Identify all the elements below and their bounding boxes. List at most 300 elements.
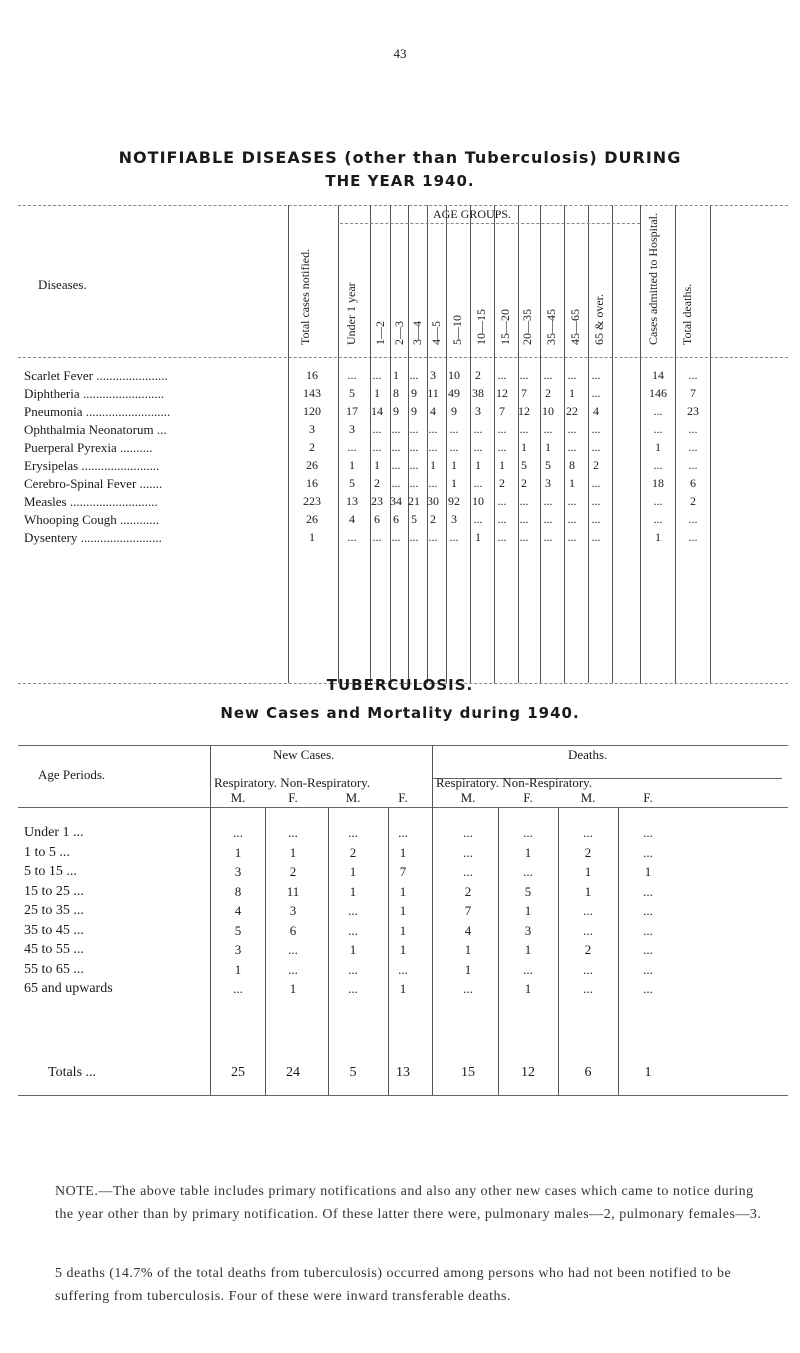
tb-cell: ... bbox=[348, 981, 358, 996]
column-rule bbox=[640, 205, 641, 683]
hospital-cell: ... bbox=[653, 458, 663, 472]
age-group-cell: ... bbox=[497, 530, 507, 544]
disease-name: Measles ........................... bbox=[24, 494, 158, 509]
hospital-cell: 146 bbox=[649, 386, 667, 400]
age-group-cell: ... bbox=[347, 530, 357, 544]
tb-cell: ... bbox=[583, 903, 593, 918]
age-period-label: 65 and upwards bbox=[24, 981, 113, 996]
age-group-cell: ... bbox=[449, 530, 459, 544]
age-group-cell: 1 bbox=[451, 458, 457, 472]
tb-cell: 1 bbox=[399, 883, 407, 899]
tb-cell: 7 bbox=[399, 864, 407, 879]
age-group-cell: 4 bbox=[430, 404, 436, 418]
sex-subheader: M. bbox=[580, 790, 596, 805]
age-group-cell: 12 bbox=[518, 404, 530, 418]
tb-cell: ... bbox=[643, 922, 653, 938]
age-group-cell: ... bbox=[372, 422, 382, 436]
hospital-cell: 1 bbox=[655, 530, 661, 544]
tb-cell: 1 bbox=[524, 903, 532, 918]
rule bbox=[18, 807, 788, 808]
age-group-cell: ... bbox=[567, 368, 577, 382]
tb-cell: 1 bbox=[584, 883, 592, 899]
age-group-cell: ... bbox=[372, 440, 382, 454]
tb-cell: 1 bbox=[399, 942, 407, 957]
tb-cell: ... bbox=[583, 825, 593, 840]
page-subtitle: THE YEAR 1940. bbox=[325, 172, 475, 190]
tb-cell: 1 bbox=[399, 903, 407, 918]
age-group-cell: 9 bbox=[451, 404, 457, 418]
deaths-cell: 7 bbox=[690, 386, 696, 400]
age-group-cell: 3 bbox=[451, 512, 457, 526]
disease-name: Cerebro-Spinal Fever ....... bbox=[24, 476, 163, 491]
age-group-cell: 92 bbox=[448, 494, 460, 508]
tb-cell: ... bbox=[463, 844, 473, 860]
age-group-cell: 5 bbox=[521, 458, 527, 472]
age-column-header: 3—4 bbox=[410, 321, 424, 345]
age-group-cell: 13 bbox=[346, 494, 358, 508]
age-group-cell: 7 bbox=[499, 404, 505, 418]
total-cell: 15 bbox=[461, 1065, 475, 1080]
age-group-cell: ... bbox=[372, 368, 382, 382]
tb-cell: ... bbox=[643, 844, 653, 860]
age-column-header: Under 1 year bbox=[344, 282, 358, 345]
tb-cell: ... bbox=[583, 922, 593, 938]
deaths-note-paragraph: 5 deaths (14.7% of the total deaths from tuberculosis) occurred among persons who had not been notified to be suffering from tuberculosis. Four of these were inward transferable deaths. bbox=[55, 1266, 732, 1304]
tb-cell: 2 bbox=[349, 844, 357, 860]
age-group-cell: 5 bbox=[349, 476, 355, 490]
rule bbox=[340, 223, 640, 224]
tb-cell: 5 bbox=[524, 883, 532, 899]
age-group-cell: ... bbox=[591, 494, 601, 508]
tb-cell: 1 bbox=[584, 864, 592, 879]
tb-cell: ... bbox=[523, 864, 533, 879]
age-group-cell: ... bbox=[497, 440, 507, 454]
age-group-cell: 8 bbox=[569, 458, 575, 472]
column-rule bbox=[558, 807, 559, 1095]
tb-cell: ... bbox=[463, 981, 473, 996]
column-rule bbox=[498, 807, 499, 1095]
age-column-header: 5—10 bbox=[450, 315, 464, 345]
age-periods-header: Age Periods. bbox=[38, 767, 106, 782]
age-group-cell: 10 bbox=[448, 368, 460, 382]
age-group-cell: 6 bbox=[393, 512, 399, 526]
age-group-cell: 2 bbox=[430, 512, 436, 526]
age-period-label: 1 to 5 ... bbox=[24, 844, 70, 860]
sex-subheader: F. bbox=[523, 790, 533, 805]
age-group-cell: ... bbox=[519, 368, 529, 382]
deaths-cell: ... bbox=[688, 530, 698, 544]
age-period-label: 5 to 15 ... bbox=[24, 864, 77, 879]
tb-cell: 1 bbox=[524, 942, 532, 957]
tb-cell: ... bbox=[233, 825, 243, 840]
age-group-cell: 12 bbox=[496, 386, 508, 400]
tb-cell: 2 bbox=[464, 883, 472, 899]
age-group-cell: ... bbox=[519, 530, 529, 544]
tb-cell: ... bbox=[643, 903, 653, 918]
age-group-cell: 1 bbox=[393, 368, 399, 382]
age-group-cell: ... bbox=[497, 368, 507, 382]
tb-cell: 11 bbox=[286, 883, 300, 899]
age-group-cell: ... bbox=[409, 368, 419, 382]
age-group-cell: ... bbox=[543, 512, 553, 526]
sex-subheader: F. bbox=[398, 790, 408, 805]
age-group-cell: ... bbox=[391, 530, 401, 544]
tb-cell: ... bbox=[583, 981, 593, 996]
column-rule bbox=[210, 745, 211, 1095]
deaths-cell: ... bbox=[688, 422, 698, 436]
tb-cell: ... bbox=[398, 825, 408, 840]
total-cases-cell: 1 bbox=[309, 530, 315, 544]
deaths-cell: ... bbox=[688, 512, 698, 526]
tb-cell: 3 bbox=[234, 942, 242, 957]
disease-name: Diphtheria ......................... bbox=[24, 386, 165, 401]
tb-cell: 1 bbox=[289, 844, 297, 860]
age-group-cell: 1 bbox=[545, 440, 551, 454]
age-group-cell: 1 bbox=[475, 458, 481, 472]
age-group-cell: 1 bbox=[349, 458, 355, 472]
tb-cell: ... bbox=[643, 825, 653, 840]
age-group-cell: 2 bbox=[374, 476, 380, 490]
age-group-cell: ... bbox=[391, 440, 401, 454]
tb-cell: 2 bbox=[584, 844, 592, 860]
age-column-header: 35—45 bbox=[544, 309, 558, 345]
age-group-cell: 1 bbox=[374, 458, 380, 472]
age-group-cell: 1 bbox=[451, 476, 457, 490]
age-group-cell: 4 bbox=[349, 512, 355, 526]
age-group-cell: ... bbox=[347, 440, 357, 454]
age-group-cell: 4 bbox=[593, 404, 599, 418]
total-cases-cell: 16 bbox=[306, 476, 318, 490]
age-group-cell: ... bbox=[409, 476, 419, 490]
age-column-header: 1—2 bbox=[373, 321, 387, 345]
age-group-cell: 6 bbox=[374, 512, 380, 526]
hospital-header: Cases admitted to Hospital. bbox=[646, 213, 660, 345]
disease-name: Pneumonia .......................... bbox=[24, 404, 171, 419]
hospital-cell: 14 bbox=[652, 368, 664, 382]
tb-cell: ... bbox=[288, 942, 298, 957]
age-group-cell: ... bbox=[519, 512, 529, 526]
deaths-header: Total deaths. bbox=[680, 283, 694, 345]
age-group-cell: ... bbox=[473, 422, 483, 436]
total-cases-cell: 120 bbox=[303, 404, 321, 418]
age-group-cell: ... bbox=[591, 422, 601, 436]
tb-cell: ... bbox=[398, 961, 408, 977]
age-column-header: 45—65 bbox=[568, 309, 582, 345]
age-group-cell: ... bbox=[591, 512, 601, 526]
tb-cell: ... bbox=[288, 961, 298, 977]
tuberculosis-table bbox=[18, 745, 788, 1135]
tb-cell: ... bbox=[643, 981, 653, 996]
total-cases-cell: 26 bbox=[306, 458, 318, 472]
total-cell: 6 bbox=[584, 1065, 592, 1080]
tb-cell: 1 bbox=[349, 942, 357, 957]
rule bbox=[18, 1095, 788, 1096]
total-cell: 13 bbox=[396, 1065, 410, 1080]
age-group-cell: ... bbox=[497, 512, 507, 526]
age-group-cell: ... bbox=[347, 368, 357, 382]
column-rule bbox=[288, 205, 289, 683]
disease-name: Erysipelas ........................ bbox=[24, 458, 160, 473]
age-group-cell: ... bbox=[391, 422, 401, 436]
age-group-cell: 9 bbox=[411, 404, 417, 418]
disease-name: Whooping Cough ............ bbox=[24, 512, 160, 527]
sex-subheader: F. bbox=[288, 790, 298, 805]
age-group-cell: 2 bbox=[499, 476, 505, 490]
age-group-cell: 1 bbox=[569, 476, 575, 490]
page-title: NOTIFIABLE DISEASES (other than Tuberculosis) DURING bbox=[118, 148, 682, 167]
rule bbox=[18, 357, 788, 358]
column-rule bbox=[265, 807, 266, 1095]
deaths-cell: 6 bbox=[690, 476, 696, 490]
age-column-header: 2—3 bbox=[392, 321, 406, 345]
note-paragraph: NOTE.—The above table includes primary notifications and also any other new cases which came to notice during the year other than by primary notification. Of these latter there were, pulmonary males—2, pulmonary females—3. bbox=[55, 1184, 762, 1222]
age-group-cell: 9 bbox=[411, 386, 417, 400]
age-group-cell: 34 bbox=[390, 494, 402, 508]
age-groups-header: AGE GROUPS. bbox=[433, 207, 512, 221]
age-group-cell: ... bbox=[497, 422, 507, 436]
age-group-cell: 21 bbox=[408, 494, 420, 508]
age-group-cell: 49 bbox=[448, 386, 460, 400]
tb-cell: 6 bbox=[289, 922, 297, 938]
column-rule bbox=[432, 745, 433, 1095]
tb-cell: ... bbox=[348, 825, 358, 840]
age-group-cell: 14 bbox=[371, 404, 383, 418]
total-cell: 24 bbox=[286, 1065, 300, 1080]
age-group-cell: ... bbox=[372, 530, 382, 544]
age-group-cell: ... bbox=[591, 440, 601, 454]
age-group-cell: 2 bbox=[475, 368, 481, 382]
age-group-cell: 38 bbox=[472, 386, 484, 400]
age-group-cell: 11 bbox=[427, 386, 439, 400]
total-cases-cell: 16 bbox=[306, 368, 318, 382]
age-group-cell: 2 bbox=[521, 476, 527, 490]
age-group-cell: ... bbox=[591, 476, 601, 490]
tb-cell: 4 bbox=[234, 903, 242, 918]
age-column-header: 10—15 bbox=[474, 309, 488, 345]
disease-name: Puerperal Pyrexia .......... bbox=[24, 440, 153, 455]
totals-label: Totals ... bbox=[48, 1065, 97, 1080]
age-period-label: Under 1 ... bbox=[24, 825, 84, 840]
total-cell: 25 bbox=[231, 1065, 245, 1080]
resp-header: Respiratory. Non-Respiratory. bbox=[436, 775, 593, 790]
tb-cell: ... bbox=[288, 825, 298, 840]
hospital-cell: ... bbox=[653, 404, 663, 418]
age-group-cell: ... bbox=[409, 422, 419, 436]
age-group-cell: ... bbox=[543, 422, 553, 436]
age-group-cell: ... bbox=[473, 476, 483, 490]
age-column-header: 4—5 bbox=[429, 321, 443, 345]
total-cases-cell: 3 bbox=[309, 422, 315, 436]
disease-name: Dysentery ......................... bbox=[24, 530, 162, 545]
age-group-cell: 23 bbox=[371, 494, 383, 508]
age-group-cell: 10 bbox=[542, 404, 554, 418]
age-group-cell: 2 bbox=[545, 386, 551, 400]
tb-cell: ... bbox=[583, 961, 593, 977]
age-group-cell: ... bbox=[567, 494, 577, 508]
age-group-cell: 3 bbox=[349, 422, 355, 436]
total-cell: 12 bbox=[521, 1065, 535, 1080]
page-number: 43 bbox=[393, 46, 407, 61]
age-group-cell: 1 bbox=[475, 530, 481, 544]
total-cases-cell: 143 bbox=[303, 386, 321, 400]
age-group-cell: ... bbox=[543, 368, 553, 382]
age-group-cell: ... bbox=[428, 476, 438, 490]
hospital-cell: ... bbox=[653, 422, 663, 436]
tb-cell: 5 bbox=[234, 922, 242, 938]
age-column-header: 20—35 bbox=[520, 309, 534, 345]
deaths-cell: ... bbox=[688, 368, 698, 382]
tb-cell: 3 bbox=[234, 864, 242, 879]
deaths-cell: 2 bbox=[690, 494, 696, 508]
tb-cell: 1 bbox=[349, 883, 357, 899]
deaths-cell: ... bbox=[688, 440, 698, 454]
deaths-cell: 23 bbox=[687, 404, 699, 418]
deaths-cell: ... bbox=[688, 458, 698, 472]
age-group-cell: ... bbox=[473, 512, 483, 526]
tb-cell: 1 bbox=[524, 844, 532, 860]
age-group-cell: ... bbox=[449, 440, 459, 454]
tb-cell: 2 bbox=[289, 864, 297, 879]
sex-subheader: F. bbox=[643, 790, 653, 805]
age-group-cell: 1 bbox=[521, 440, 527, 454]
tb-cell: 1 bbox=[399, 922, 407, 938]
tb-cell: ... bbox=[348, 922, 358, 938]
age-group-cell: 30 bbox=[427, 494, 439, 508]
age-group-cell: ... bbox=[391, 476, 401, 490]
age-group-cell: ... bbox=[567, 530, 577, 544]
age-group-cell: 17 bbox=[346, 404, 358, 418]
tb-cell: 3 bbox=[524, 922, 532, 938]
tb-cell: 1 bbox=[464, 961, 472, 977]
tb-cell: ... bbox=[643, 961, 653, 977]
age-group-cell: 5 bbox=[411, 512, 417, 526]
disease-name: Scarlet Fever ...................... bbox=[24, 368, 168, 383]
column-rule bbox=[710, 205, 711, 683]
new-cases-header: New Cases. bbox=[273, 747, 335, 762]
tb-cell: 1 bbox=[399, 981, 407, 996]
sex-subheader: M. bbox=[460, 790, 476, 805]
column-rule bbox=[675, 205, 676, 683]
age-group-cell: ... bbox=[497, 494, 507, 508]
age-column-header: 65 & over. bbox=[592, 294, 606, 345]
age-group-cell: 9 bbox=[393, 404, 399, 418]
hospital-cell: ... bbox=[653, 512, 663, 526]
total-cases-cell: 2 bbox=[309, 440, 315, 454]
disease-name: Ophthalmia Neonatorum ... bbox=[24, 422, 167, 437]
age-group-cell: ... bbox=[449, 422, 459, 436]
tb-cell: 1 bbox=[289, 981, 297, 996]
sex-subheader: M. bbox=[345, 790, 361, 805]
age-group-cell: 3 bbox=[430, 368, 436, 382]
age-group-cell: ... bbox=[519, 422, 529, 436]
age-group-cell: 8 bbox=[393, 386, 399, 400]
tb-cell: 2 bbox=[584, 942, 592, 957]
total-cell: 5 bbox=[349, 1065, 357, 1080]
age-group-cell: 10 bbox=[472, 494, 484, 508]
tb-cell: 4 bbox=[464, 922, 472, 938]
notifiable-diseases-table bbox=[18, 205, 788, 705]
age-group-cell: ... bbox=[409, 458, 419, 472]
age-column-header: 15—20 bbox=[498, 309, 512, 345]
total-cases-cell: 26 bbox=[306, 512, 318, 526]
tb-cell: 1 bbox=[644, 864, 652, 879]
age-group-cell: 3 bbox=[475, 404, 481, 418]
tb-cell: 3 bbox=[289, 903, 297, 918]
rule bbox=[18, 745, 788, 746]
age-group-cell: 1 bbox=[569, 386, 575, 400]
tb-cell: 1 bbox=[349, 864, 357, 879]
age-group-cell: 3 bbox=[545, 476, 551, 490]
tb-cell: 1 bbox=[464, 942, 472, 957]
age-group-cell: 2 bbox=[593, 458, 599, 472]
total-cases-header: Total cases notified. bbox=[298, 248, 312, 345]
age-period-label: 25 to 35 ... bbox=[24, 903, 84, 918]
tuberculosis-title: TUBERCULOSIS. bbox=[326, 676, 474, 694]
age-group-cell: ... bbox=[409, 440, 419, 454]
sex-subheader: M. bbox=[230, 790, 246, 805]
tb-cell: 1 bbox=[524, 981, 532, 996]
column-rule bbox=[338, 205, 339, 683]
tb-cell: ... bbox=[463, 825, 473, 840]
age-period-label: 15 to 25 ... bbox=[24, 883, 84, 899]
hospital-cell: 18 bbox=[652, 476, 664, 490]
rule bbox=[18, 205, 788, 206]
tb-cell: ... bbox=[523, 825, 533, 840]
age-group-cell: ... bbox=[391, 458, 401, 472]
age-group-cell: 1 bbox=[374, 386, 380, 400]
age-group-cell: ... bbox=[473, 440, 483, 454]
age-group-cell: ... bbox=[591, 368, 601, 382]
diseases-header: Diseases. bbox=[38, 277, 87, 292]
age-group-cell: ... bbox=[428, 440, 438, 454]
tb-cell: 1 bbox=[234, 844, 242, 860]
hospital-cell: 1 bbox=[655, 440, 661, 454]
tb-cell: ... bbox=[233, 981, 243, 996]
tb-cell: ... bbox=[348, 903, 358, 918]
tuberculosis-subtitle: New Cases and Mortality during 1940. bbox=[220, 704, 580, 722]
age-group-cell: ... bbox=[428, 530, 438, 544]
resp-header: Respiratory. Non-Respiratory. bbox=[214, 775, 371, 790]
age-group-cell: ... bbox=[519, 494, 529, 508]
total-cases-cell: 223 bbox=[303, 494, 321, 508]
column-rule bbox=[328, 807, 329, 1095]
age-group-cell: ... bbox=[428, 422, 438, 436]
tb-cell: ... bbox=[523, 961, 533, 977]
age-group-cell: 1 bbox=[430, 458, 436, 472]
tb-cell: 8 bbox=[234, 883, 242, 899]
tb-cell: ... bbox=[463, 864, 473, 879]
tb-cell: ... bbox=[348, 961, 358, 977]
age-period-label: 55 to 65 ... bbox=[24, 961, 84, 977]
age-period-label: 35 to 45 ... bbox=[24, 922, 84, 938]
age-group-cell: ... bbox=[567, 440, 577, 454]
column-rule bbox=[618, 807, 619, 1095]
age-group-cell: 5 bbox=[349, 386, 355, 400]
hospital-cell: ... bbox=[653, 494, 663, 508]
age-period-label: 45 to 55 ... bbox=[24, 942, 84, 957]
age-group-cell: 22 bbox=[566, 404, 578, 418]
tb-cell: 1 bbox=[234, 961, 242, 977]
age-group-cell: ... bbox=[543, 530, 553, 544]
age-group-cell: ... bbox=[567, 512, 577, 526]
age-group-cell: ... bbox=[591, 530, 601, 544]
age-group-cell: 5 bbox=[545, 458, 551, 472]
column-rule bbox=[612, 205, 613, 683]
age-group-cell: ... bbox=[543, 494, 553, 508]
age-group-cell: ... bbox=[409, 530, 419, 544]
tb-cell: 7 bbox=[464, 903, 472, 918]
tb-cell: 1 bbox=[399, 844, 407, 860]
